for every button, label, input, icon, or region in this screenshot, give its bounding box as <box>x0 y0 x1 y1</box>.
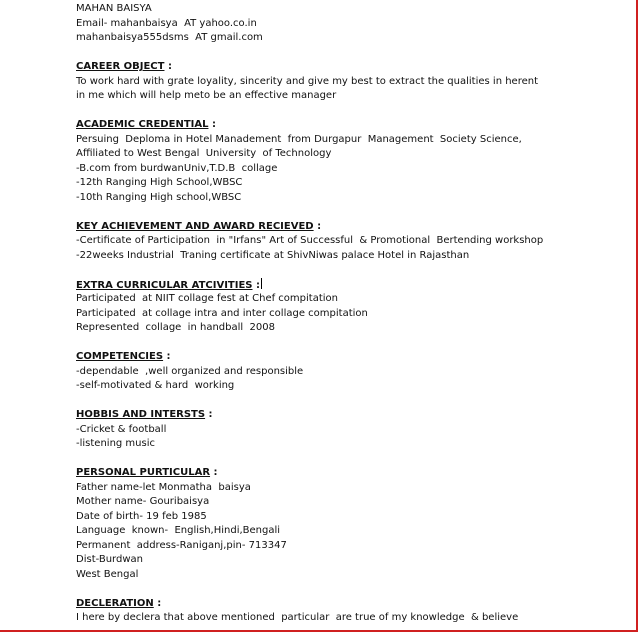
section-heading-colon: : <box>252 279 260 291</box>
section-line: -10th Ranging High school,WBSC <box>76 191 242 203</box>
section-heading-colon: : <box>208 119 216 130</box>
text-cursor <box>261 278 262 289</box>
section-heading <box>76 60 616 75</box>
section-heading <box>76 278 616 293</box>
section-heading-text: CAREER OBJECT <box>76 61 165 72</box>
contact-line: mahanbaisya555dsms AT gmail.com <box>76 32 263 43</box>
section-line: Participated at collage intra and inter collage compitation <box>76 307 368 319</box>
section-line: -self-motivated & hard working <box>76 380 235 391</box>
section-line: I here by declera that above mentioned particular are true of my knowledge & believe <box>76 612 519 623</box>
section-spacer <box>76 336 616 351</box>
section-line: -Cricket & football <box>76 423 167 435</box>
section-line: Affiliated to West Bengal University of Technology <box>76 148 332 159</box>
section-spacer <box>76 104 616 119</box>
section-line: Represented collage in handball 2008 <box>76 322 275 333</box>
section-line: -22weeks Industrial Traning certificate at ShivNiwas palace Hotel in Rajasthan <box>76 249 470 261</box>
contact-line: Email- mahanbaisya AT yahoo.co.in <box>76 17 257 29</box>
section-heading-colon: : <box>210 467 218 478</box>
section-line: Language known- English,Hindi,Bengali <box>76 525 281 536</box>
section-spacer <box>76 394 616 409</box>
section-heading-colon: : <box>313 220 322 232</box>
section-line: -B.com from burdwanUniv,T.D.B collage <box>76 162 278 174</box>
section-line: West Bengal <box>76 568 139 580</box>
section-heading-text: COMPETENCIES <box>76 351 164 362</box>
section-heading-text: KEY ACHIEVEMENT AND AWARD RECIEVED <box>76 220 314 232</box>
section-heading <box>76 350 616 365</box>
section-heading-text: EXTRA CURRICULAR ATCIVITIES <box>76 279 253 291</box>
section-heading <box>76 118 616 133</box>
section-line: Participated at NIIT collage fest at Chef compitation <box>76 293 338 304</box>
section-line: Persuing Deploma in Hotel Manadement from Durgapur Management Society Science, <box>76 133 522 145</box>
section-spacer <box>76 452 616 467</box>
section-line: -listening music <box>76 438 155 449</box>
section-heading <box>76 466 616 481</box>
section-heading <box>76 220 616 235</box>
section-heading-colon: : <box>164 61 172 72</box>
section-heading <box>76 408 616 423</box>
section-line: Mother name- Gouribaisya <box>76 496 210 507</box>
section-spacer <box>76 582 616 597</box>
section-spacer <box>76 46 616 61</box>
section-line: -Certificate of Participation in "Irfans" Art of Successful & Promotional Bertending workshop <box>76 235 544 246</box>
section-heading <box>76 597 616 612</box>
section-heading-colon: : <box>205 409 213 420</box>
section-spacer <box>76 263 616 278</box>
section-line: Father name-let Monmatha baisya <box>76 481 251 493</box>
section-line: -12th Ranging High School,WBSC <box>76 177 243 188</box>
section-heading-text: ACADEMIC CREDENTIAL <box>76 119 209 130</box>
section-line: Dist-Burdwan <box>76 554 143 565</box>
section-line: Permanent address-Raniganj,pin- 713347 <box>76 539 287 551</box>
section-line: To work hard with grate loyality, sincerity and give my best to extract the qualities in herent <box>76 75 538 87</box>
resume-document[interactable] <box>76 2 616 626</box>
section-heading-text: DECLERATION <box>76 597 154 609</box>
section-heading-colon: : <box>163 351 171 362</box>
section-line: in me which will help meto be an effective manager <box>76 90 337 101</box>
section-heading-colon: : <box>153 597 162 609</box>
section-line: -dependable ,well organized and responsible <box>76 365 304 377</box>
section-heading-text: PERSONAL PURTICULAR <box>76 467 211 478</box>
section-heading-text: HOBBIS AND INTERSTS <box>76 409 206 420</box>
section-line: Date of birth- 19 feb 1985 <box>76 510 207 522</box>
candidate-name: MAHAN BAISYA <box>76 3 152 14</box>
section-spacer <box>76 205 616 220</box>
